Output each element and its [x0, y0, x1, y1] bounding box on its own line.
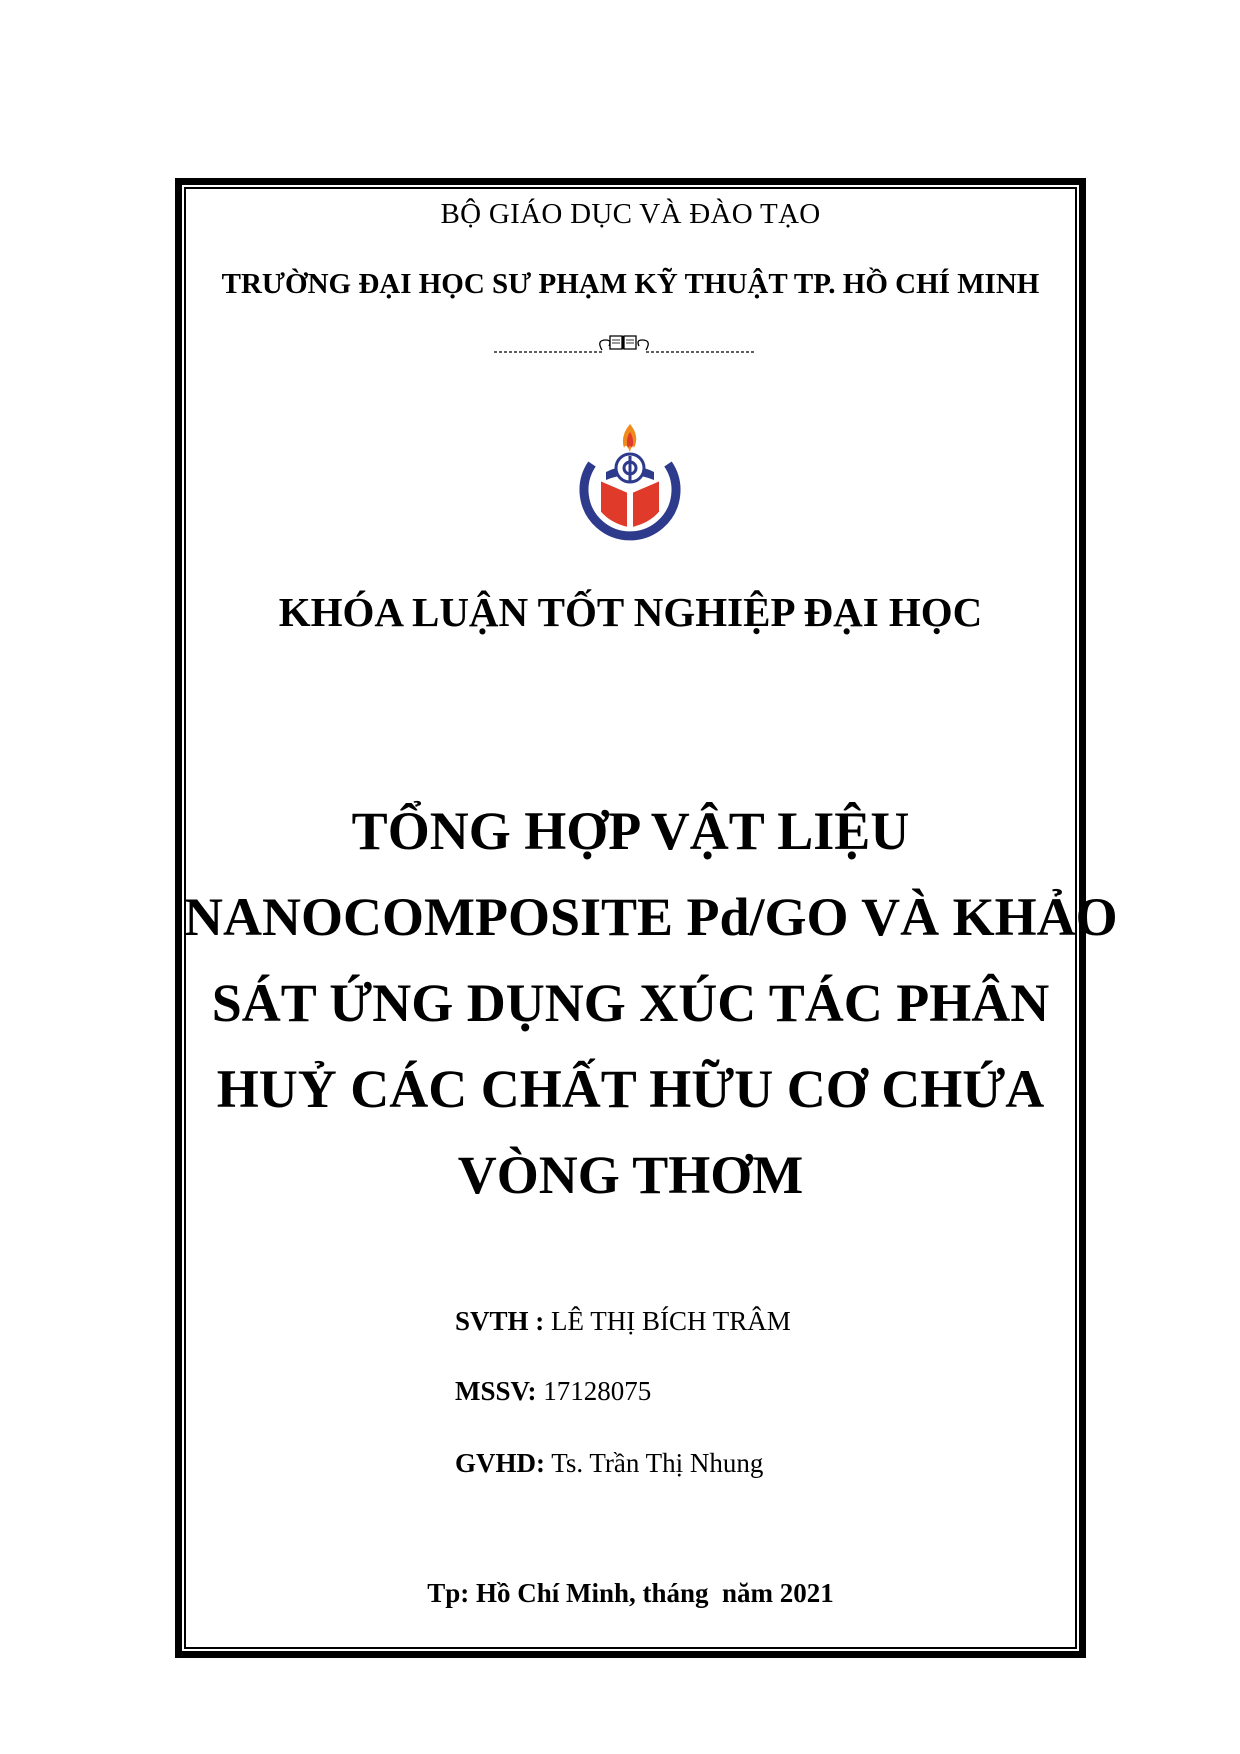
supervisor-row	[455, 1448, 763, 1479]
place-date: Tp: Hồ Chí Minh, tháng năm 2021	[427, 1578, 834, 1608]
ministry-name: BỘ GIÁO DỤC VÀ ĐÀO TẠO	[440, 198, 821, 230]
mssv-value: 17128075	[543, 1376, 652, 1406]
university-name: TRƯỜNG ĐẠI HỌC SƯ PHẠM KỸ THUẬT TP. HỒ CHÍ MINH	[221, 268, 1040, 300]
title-line: VÒNG THƠM	[457, 1145, 804, 1205]
title-line: SÁT ỨNG DỤNG XÚC TÁC PHÂN	[211, 973, 1050, 1033]
student-id-row	[455, 1376, 651, 1407]
gvhd-label: GVHD:	[455, 1448, 545, 1478]
thesis-type-heading: KHÓA LUẬN TỐT NGHIỆP ĐẠI HỌC	[278, 589, 983, 635]
student-name-row	[455, 1306, 791, 1337]
svth-label: SVTH :	[455, 1306, 545, 1336]
gvhd-value: Ts. Trần Thị Nhung	[551, 1448, 764, 1478]
title-line: HUỶ CÁC CHẤT HỮU CƠ CHỨA	[216, 1059, 1045, 1119]
title-line: TỔNG HỢP VẬT LIỆU	[351, 801, 910, 861]
title-line: NANOCOMPOSITE Pd/GO VÀ KHẢO	[184, 887, 1118, 947]
university-emblem-icon	[570, 420, 690, 544]
mssv-label: MSSV:	[455, 1376, 537, 1406]
svth-value: LÊ THỊ BÍCH TRÂM	[551, 1306, 791, 1336]
thesis-title	[184, 788, 1118, 1218]
book-ornament-icon	[484, 328, 764, 358]
